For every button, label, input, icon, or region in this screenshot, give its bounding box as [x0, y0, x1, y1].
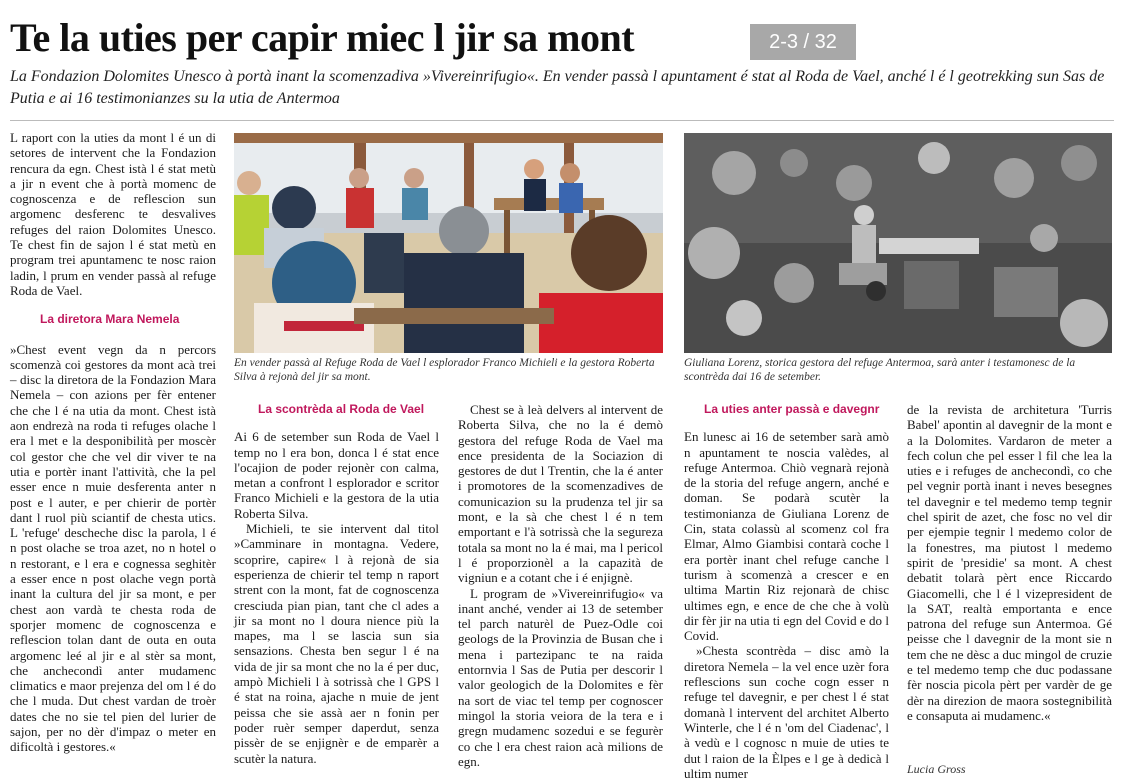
column-5 — [907, 402, 1112, 723]
page-number-badge: 2-3 / 32 — [750, 24, 856, 60]
body-text: de la revista de architetura 'Turris Babel' apontin al davegnir de la mont e a la Dolomites. Vardaron de meter a fech colun che pel esser l fil che lea la uties e i refuges de anchecondì, co che pel vegnir portà inant i neves besegnes tel davegnir e tel medemo temp tegnir chel spirit de azet, che fosc no vel dir per ejempie tegnir l medemo color de la fonestres, ma piutost l medemo spirit de 'presidie' sa mont. A chest debatit tolarà pèrt ence Riccardo Giacomelli, che l é l vizepresident de la SAT, realtà emportanta e ence patrona del refuge sun Antermoa. Gé peisse che l davegnir de la mont sie n tem che ne dèsc a duc mingol de cruzie e tel medemo temp che duc podassane fèr noscia picola pèrt per vardèr de ge dèr na direzion de maora sostegnibilità e consaputa ai mudamenc.« — [907, 402, 1112, 723]
body-text: L raport con la uties da mont l é un di setores de intervent che la Fondazion rencura da egn. Chest istà l é stat metù a jir n event che à portà momenc de cognoscenza e de reflescion sun argomenc desferenc te desvalives refuges del raion Dolomites Unesco. Te chest fin de sajon l é stat metù en program trei apuntamenc te nosc raion ladin, l prum en vender passà al refuge Roda de Vael. — [10, 130, 216, 298]
lead-paragraph: La Fondazion Dolomites Unesco à portà inant la scomenzadiva »Vivereinrifugio«. En vender passà l apuntament é stat al Roda de Vael, anché l é l geotrekking sun Sas de Putia e ai 16 testimonianzes su la utia de Antermoa — [10, 68, 1105, 107]
body-text: »Chesta scontrèda – disc amò la diretora Nemela – la vel ence uzèr fora reflescions sun coche cogn esser n refuge tel davegnir, e per chest l é stat domanà l intervent del architet Alberto Winterle, che l é n 'om del Ciadenac', l à vedù e l cognosc n muie de uties te dut l raion de la Èlpes e l ge à dedicà l ultim numer — [684, 643, 889, 781]
body-text: L program de »Vivereinrifugio« va inant anché, vender ai 13 de setember tel parch naturèl de Puez-Odle coi geologs de la Provinzia de Busan che i mena i partezipanc te na raida entornvia l Sas de Putia per descorir l valor geologich de la Dolomites e fèr na sort de viac tel temp per cognoscer mingol la storia veiora de la tera e i gregn mudamenc sozedui e se fegurèr co che l era chest raion acà milions de egn. — [458, 585, 663, 769]
body-text: Michieli, te sie intervent dal titol »Camminare in montagna. Vedere, scoprire, capire« l à rejonà de sia esperienza de chierir tel temp n raport strent con la mont, fat de cognoscenza cresciuda pian pian, tant che cl ades a jir sa mont no l doura nience più la mapes, ma l se lascia sun sia sensazions. Chesta ben segur l é na vida de jir sa mont che no la é per duc, ampò Michieli l à sotrissà che l GPS l é stat na roina, ajache n muie de jent peissa che sie assà aer n fonin per poder ruèr semper daperdut, senza pissèr de se enjignèr e de emparèr a scutèr la natura. — [234, 521, 439, 766]
byline: Lucia Gross — [907, 762, 966, 776]
subheading: La diretora Mara Nemela — [40, 312, 180, 327]
divider — [10, 120, 1114, 121]
column-2 — [234, 402, 439, 766]
column-3 — [458, 402, 663, 769]
body-text: Ai 6 de setember sun Roda de Vael l temp no l era bon, donca l é stat ence l'ocajion de poder rejonèr con calma, metan a confront l esplorador e scritor Franco Michieli e la gestora de la utia Roberta Silva. — [234, 429, 439, 521]
headline: Te la uties per capir miec l jir sa mont — [10, 15, 635, 60]
photo-1-caption: En vender passà al Refuge Roda de Vael l esplorador Franco Michieli e la gestora Roberta Silva à rejonà del jir sa mont. — [234, 357, 655, 383]
body-text: »Chest event vegn da n percors scomenzà coi gestores da mont acà trei – disc la diretora de la Fondazion Mara Nemela – con azions per fèr entener che che l é na utia da mont. Chest istà aon endrezà na roda ti refuges olache l era l met e la desponibilità per moscèr col gestor che che vel dir viver te na utia e portèr inant l'attività, che la pel esser ence n muie desferenta anter n post e l auter, e per chierir de portèr dant l ruol più sciantif de chesta utics. L 'refuge' descheche disc la parola, l é n post olache se troa azet, no n hotel o n restorant, e l era e cognessa seghitèr a esser ence n post olache vegn portà inant la cultura del jir sa mont, e per chest aon vardà te chesta roda de sporjer momenc de cognoscenza e reflescion tolan dant de outa en outa argomenc leé al jir e al stèr sa mont, che anchecondì anter mudamenc climatics e maor prejenza del om l é do che l muda. Dut chest vardan de troèr dates che no sie tel pien del lurier de sajon, per no dèr d'impaz o meter en dificoltà i gestores.« — [10, 341, 216, 755]
column-1 — [10, 130, 216, 755]
body-text: Chest se à leà delvers al intervent de Roberta Silva, che no la é demò gestora del refuge Roda de Vael ma ence presidenta de la Sociazion di gestores de dut l Trentin, che la é anter i promotores de la scomenzadives de comunicazion su la prudenza tel jir sa mont, e la sà che chest l é n tem emportant e l'à sotrissà che la segureza totala sa mont no la é mai, ma l pericol l é proporzionèl a la capazità de vigniun e a cotant che i é enjignè. — [458, 402, 663, 586]
photo-roda-de-vael — [234, 133, 663, 353]
photo-antermoa — [684, 133, 1112, 353]
subheading: La uties anter passà e davegnr — [704, 402, 880, 416]
subheading: La scontrèda al Roda de Vael — [258, 402, 425, 416]
column-4 — [684, 402, 889, 781]
body-text: En lunesc ai 16 de setember sarà amò n apuntament te noscia valèdes, al refuge Antermoa. Chiò vegnarà rejonà de la storia del refuge angern, anché e doman. Se podarà scutèr la testimonianza de Giuliana Lorenz de Cin, stata colassù al scomenz col fra Elmar, Almo Giambisi contarà coche l era portèr inant chel refuge canche l turism à scomenzà a crescer e en ultima Martin Riz rejonarà de chisc ultimes egn, e ence de che che à volù dir fèr jir na utia ti egn del Covid e do l Covid. — [684, 429, 889, 644]
photo-2-caption: Giuliana Lorenz, storica gestora del refuge Antermoa, sarà anter i testamonesc de la scontrèda dai 16 de setember. — [684, 357, 1076, 383]
